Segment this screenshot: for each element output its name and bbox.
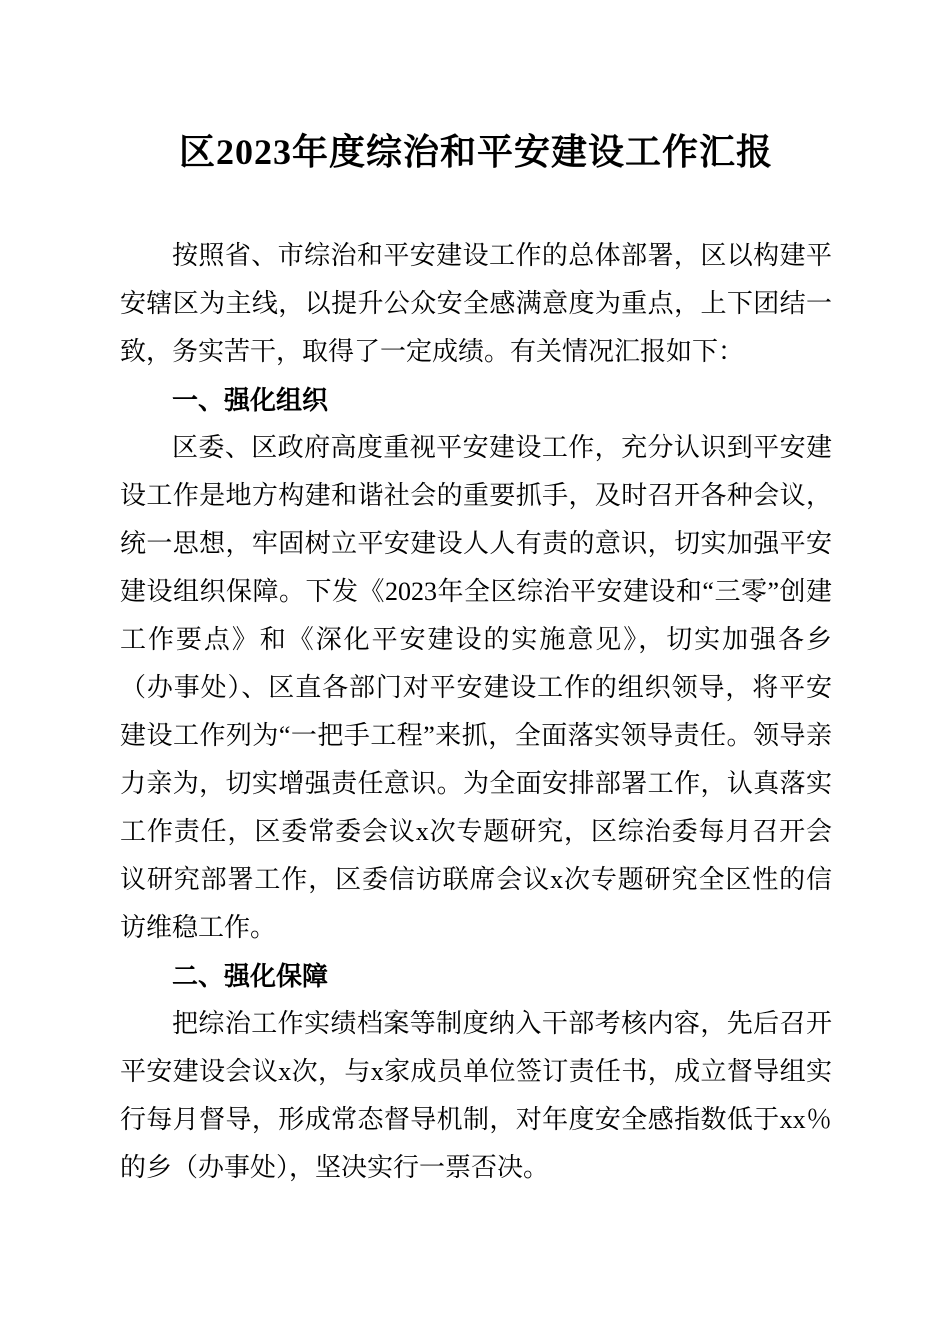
section-heading-guarantee: 二、强化保障 [172,961,329,991]
document-title: 区2023年度综治和平安建设工作汇报 [178,132,773,172]
section-body-guarantee: 把综治工作实绩档案等制度纳入干部考核内容，先后召开平安建设会议x次，与x家成员单位签订责任书，成立督导组实行每月督导，形成常态督导机制，对年度安全感指数低于xx％的乡（办事处），坚决实行一票否决。 [120,1009,832,1182]
intro-paragraph: 按照省、市综治和平安建设工作的总体部署，区以构建平安辖区为主线，以提升公众安全感满意度为重点，上下团结一致，务实苦干，取得了一定成绩。有关情况汇报如下： [120,241,832,366]
section-heading-organization: 一、强化组织 [172,385,329,415]
section-body-organization: 区委、区政府高度重视平安建设工作，充分认识到平安建设工作是地方构建和谐社会的重要抓手，及时召开各种会议，统一思想，牢固树立平安建设人人有责的意识，切实加强平安建设组织保障。下发《2023年全区综治平安建设和“三零”创建工作要点》和《深化平安建设的实施意见》，切实加强各乡（办事处）、区直各部门对平安建设工作的组织领导，将平安建设工作列为“一把手工程”来抓，全面落实领导责任。领导亲力亲为，切实增强责任意识。为全面安排部署工作，认真落实工作责任，区委常委会议x次专题研究，区综治委每月召开会议研究部署工作，区委信访联席会议x次专题研究全区性的信访维稳工作。 [120,433,832,942]
